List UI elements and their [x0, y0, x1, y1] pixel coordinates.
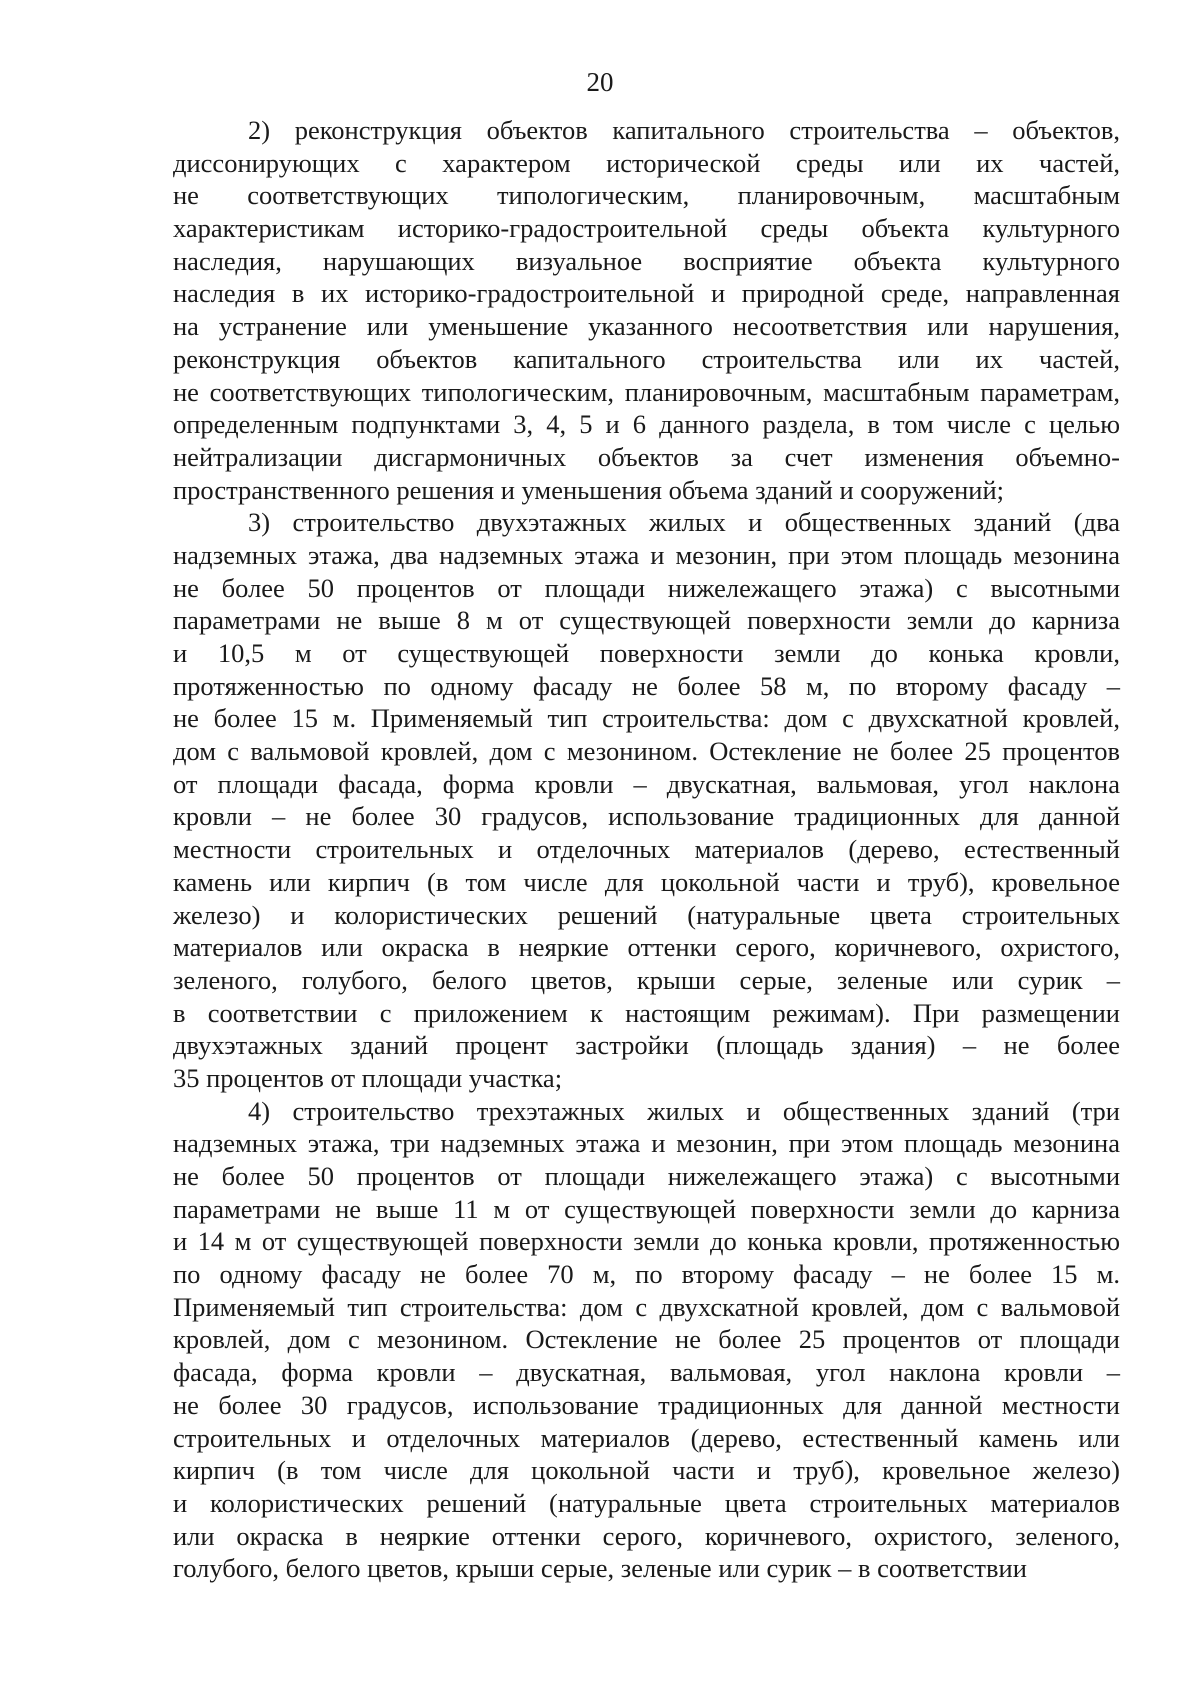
- paragraph-line: не соответствующих типологическим, планировочным, масштабным параметрам,: [173, 376, 1120, 407]
- paragraph-line: строительных и отделочных материалов (дерево, естественный камень или: [173, 1422, 1120, 1453]
- paragraph-line: кирпич (в том числе для цокольной части и труб), кровельное железо): [173, 1455, 1120, 1486]
- paragraph-line: нейтрализации дисгармоничных объектов за счет изменения объемно-: [173, 441, 1120, 472]
- paragraph-line: фасада, форма кровли – двускатная, вальмовая, угол наклона кровли –: [173, 1357, 1120, 1388]
- paragraph-line: в соответствии с приложением к настоящим режимам). При размещении: [173, 997, 1120, 1028]
- paragraph-line: железо) и колористических решений (натуральные цвета строительных: [173, 899, 1120, 930]
- paragraph-line: определенным подпунктами 3, 4, 5 и 6 данного раздела, в том числе с целью: [173, 409, 1120, 440]
- paragraph-line: камень или кирпич (в том числе для цокольной части и труб), кровельное: [173, 866, 1120, 897]
- paragraph-line: Применяемый тип строительства: дом с двухскатной кровлей, дом с вальмовой: [173, 1291, 1120, 1322]
- paragraph-line: диссонирующих с характером исторической среды или их частей,: [173, 147, 1120, 178]
- paragraph-line: наследия, нарушающих визуальное восприятие объекта культурного: [173, 245, 1120, 276]
- paragraph-line: и колористических решений (натуральные цвета строительных материалов: [173, 1487, 1120, 1518]
- paragraph-line: параметрами не выше 8 м от существующей поверхности земли до карниза: [173, 605, 1120, 636]
- paragraph-line: 3) строительство двухэтажных жилых и общественных зданий (два: [248, 507, 1120, 538]
- page-number: 20: [586, 67, 614, 97]
- paragraph-line: не более 15 м. Применяемый тип строительства: дом с двухскатной кровлей,: [173, 703, 1120, 734]
- paragraph-line: голубого, белого цветов, крыши серые, зеленые или сурик – в соответствии: [173, 1553, 1027, 1584]
- paragraph-line: и 14 м от существующей поверхности земли до конька кровли, протяженностью: [173, 1226, 1120, 1257]
- paragraph-line: дом с вальмовой кровлей, дом с мезонином. Остекление не более 25 процентов: [173, 736, 1120, 767]
- paragraph-line: 35 процентов от площади участка;: [173, 1062, 563, 1093]
- paragraph-line: характеристикам историко-градостроительной среды объекта культурного: [173, 213, 1120, 244]
- paragraph-line: наследия в их историко-градостроительной и природной среде, направленная: [173, 278, 1120, 309]
- paragraph-line: не соответствующих типологическим, планировочным, масштабным: [173, 180, 1120, 211]
- paragraph-line: не более 50 процентов от площади нижележащего этажа) с высотными: [173, 1161, 1120, 1191]
- paragraph-line: надземных этажа, три надземных этажа и мезонин, при этом площадь мезонина: [173, 1128, 1120, 1159]
- paragraph-line: протяженностью по одному фасаду не более 58 м, по второму фасаду –: [173, 670, 1120, 701]
- paragraph-line: или окраска в неяркие оттенки серого, коричневого, охристого, зеленого,: [173, 1520, 1120, 1551]
- paragraph: [173, 506, 1120, 1094]
- document-body: [173, 114, 1120, 1585]
- paragraph-line: и 10,5 м от существующей поверхности земли до конька кровли,: [173, 638, 1120, 668]
- paragraph-line: надземных этажа, два надземных этажа и мезонин, при этом площадь мезонина: [173, 539, 1120, 570]
- paragraph-line: материалов или окраска в неяркие оттенки серого, коричневого, охристого,: [173, 932, 1120, 963]
- paragraph-line: зеленого, голубого, белого цветов, крыши серые, зеленые или сурик –: [173, 964, 1120, 995]
- paragraph-line: от площади фасада, форма кровли – двускатная, вальмовая, угол наклона: [173, 768, 1120, 799]
- paragraph-line: местности строительных и отделочных материалов (дерево, естественный: [173, 834, 1120, 865]
- paragraph-line: кровлей, дом с мезонином. Остекление не более 25 процентов от площади: [173, 1324, 1120, 1355]
- paragraph-line: двухэтажных зданий процент застройки (площадь здания) – не более: [173, 1030, 1120, 1061]
- paragraph-line: кровли – не более 30 градусов, использование традиционных для данной: [173, 801, 1120, 832]
- paragraph-line: на устранение или уменьшение указанного несоответствия или нарушения,: [173, 311, 1120, 342]
- paragraph-line: по одному фасаду не более 70 м, по второму фасаду – не более 15 м.: [173, 1259, 1120, 1290]
- paragraph-line: 4) строительство трехэтажных жилых и общественных зданий (три: [248, 1095, 1120, 1126]
- paragraph-line: параметрами не выше 11 м от существующей поверхности земли до карниза: [173, 1193, 1120, 1224]
- paragraph: [173, 1095, 1120, 1585]
- paragraph-line: реконструкция объектов капитального строительства или их частей,: [173, 343, 1120, 374]
- paragraph: [173, 114, 1120, 506]
- paragraph-line: не более 30 градусов, использование традиционных для данной местности: [173, 1389, 1120, 1420]
- paragraph-line: не более 50 процентов от площади нижележащего этажа) с высотными: [173, 572, 1120, 603]
- paragraph-line: пространственного решения и уменьшения объема зданий и сооружений;: [173, 474, 1004, 505]
- paragraph-line: 2) реконструкция объектов капитального строительства – объектов,: [248, 115, 1120, 145]
